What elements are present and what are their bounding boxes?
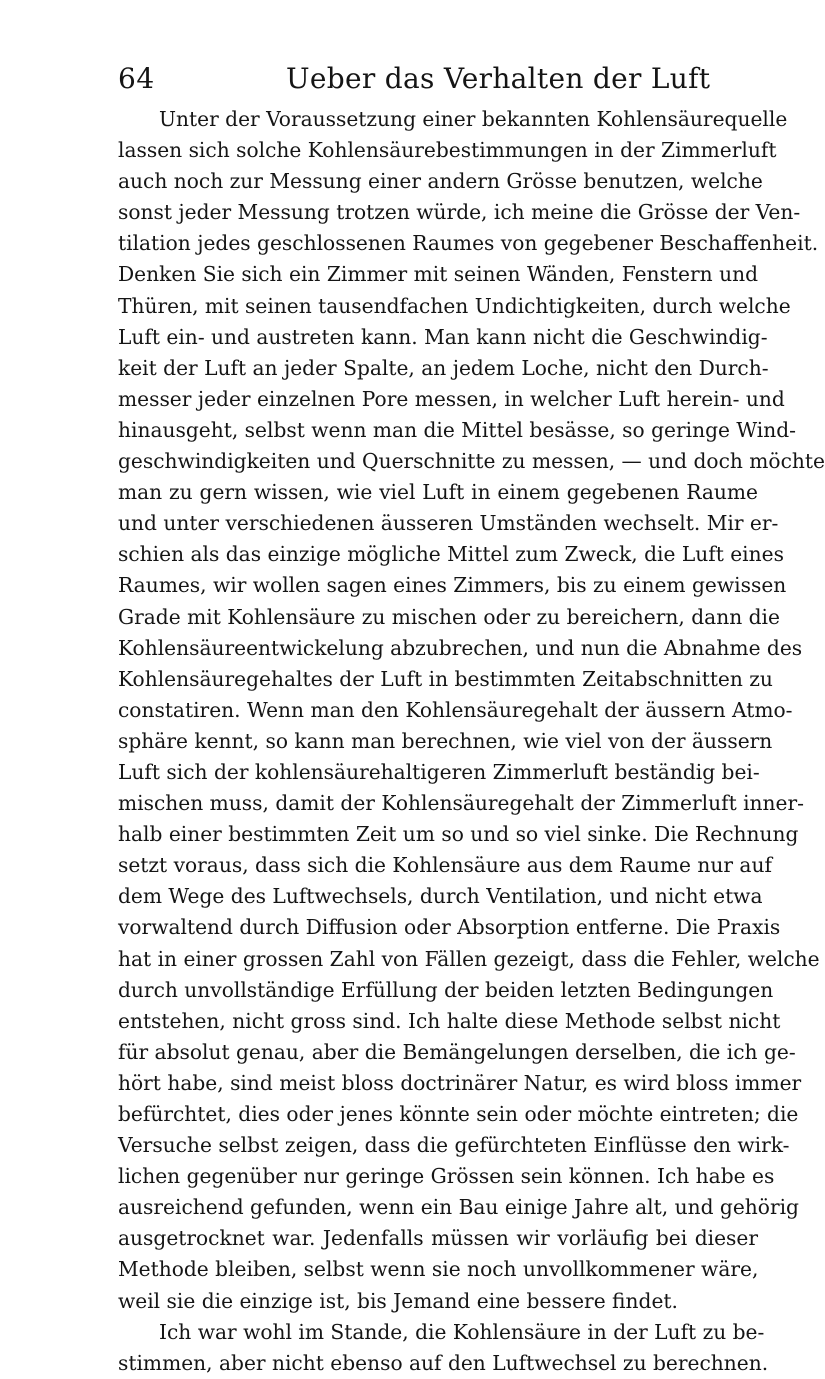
text-line: Kohlensäuregehaltes der Luft in bestimmten Zeitabschnitten zu: [118, 666, 773, 691]
page-header: [118, 62, 758, 96]
text-line: Ich war wohl im Stande, die Kohlensäure in der Luft zu be-: [159, 1319, 765, 1344]
text-line: für absolut genau, aber die Bemängelungen derselben, die ich ge-: [118, 1039, 796, 1064]
text-line: hinausgeht, selbst wenn man die Mittel besässe, so geringe Wind-: [118, 417, 796, 442]
running-title: Ueber das Verhalten der Luft: [286, 62, 711, 95]
text-line: setzt voraus, dass sich die Kohlensäure aus dem Raume nur auf: [118, 853, 772, 878]
text-line: Denken Sie sich ein Zimmer mit seinen Wänden, Fenstern und: [118, 262, 758, 287]
text-line: lichen gegenüber nur geringe Grössen sein können. Ich habe es: [118, 1164, 775, 1189]
text-line: geschwindigkeiten und Querschnitte zu messen, — und doch möchte: [118, 449, 825, 474]
text-line: durch unvollständige Erfüllung der beiden letzten Bedingungen: [118, 977, 774, 1002]
text-line: schien als das einzige mögliche Mittel zum Zweck, die Luft eines: [118, 542, 784, 567]
text-line: und unter verschiedenen äusseren Umständen wechselt. Mir er-: [118, 511, 779, 536]
text-line: Methode bleiben, selbst wenn sie noch unvollkommener wäre,: [118, 1257, 759, 1282]
text-line: ausreichend gefunden, wenn ein Bau einige Jahre alt, und gehörig: [118, 1195, 799, 1220]
text-line: auch noch zur Messung einer andern Grösse benutzen, welche: [118, 169, 763, 194]
text-line: dem Wege des Luftwechsels, durch Ventilation, und nicht etwa: [118, 884, 763, 909]
text-line: tilation jedes geschlossenen Raumes von gegebener Beschaffenheit.: [118, 231, 819, 256]
text-line: man zu gern wissen, wie viel Luft in einem gegebenen Raume: [118, 480, 758, 505]
text-line: Versuche selbst zeigen, dass die gefürchteten Einflüsse den wirk-: [118, 1133, 790, 1158]
text-line: hört habe, sind meist bloss doctrinärer Natur, es wird bloss immer: [118, 1070, 802, 1095]
text-line: Raumes, wir wollen sagen eines Zimmers, bis zu einem gewissen: [118, 573, 787, 598]
text-line: sonst jeder Messung trotzen würde, ich meine die Grösse der Ven-: [118, 200, 801, 225]
text-line: weil sie die einzige ist, bis Jemand eine bessere findet.: [118, 1288, 678, 1313]
page-number: 64: [118, 62, 155, 95]
text-line: entstehen, nicht gross sind. Ich halte diese Methode selbst nicht: [118, 1008, 781, 1033]
text-line: keit der Luft an jeder Spalte, an jedem Loche, nicht den Durch-: [118, 355, 769, 380]
text-line: Luft sich der kohlensäurehaltigeren Zimmerluft beständig bei-: [118, 759, 760, 784]
text-line: hat in einer grossen Zahl von Fällen gezeigt, dass die Fehler, welche: [118, 946, 820, 971]
body-text: [118, 104, 825, 1379]
text-line: stimmen, aber nicht ebenso auf den Luftwechsel zu berechnen.: [118, 1350, 769, 1375]
text-line: Thüren, mit seinen tausendfachen Undichtigkeiten, durch welche: [118, 293, 791, 318]
text-line: Luft ein- und austreten kann. Man kann nicht die Geschwindig-: [118, 324, 768, 349]
text-line: Unter der Voraussetzung einer bekannten Kohlensäurequelle: [159, 107, 788, 131]
text-line: lassen sich solche Kohlensäurebestimmungen in der Zimmerluft: [118, 138, 777, 163]
text-line: mischen muss, damit der Kohlensäuregehalt der Zimmerluft inner-: [118, 791, 804, 816]
text-line: halb einer bestimmten Zeit um so und so viel sinke. Die Rechnung: [118, 822, 799, 847]
text-line: ausgetrocknet war. Jedenfalls müssen wir vorläufig bei dieser: [118, 1226, 758, 1251]
text-line: messer jeder einzelnen Pore messen, in welcher Luft herein- und: [118, 386, 785, 411]
text-line: Kohlensäureentwickelung abzubrechen, und nun die Abnahme des: [118, 635, 803, 660]
text-line: constatiren. Wenn man den Kohlensäuregehalt der äussern Atmo-: [118, 697, 793, 722]
text-line: sphäre kennt, so kann man berechnen, wie viel von der äussern: [118, 728, 773, 753]
text-line: vorwaltend durch Diffusion oder Absorption entferne. Die Praxis: [118, 915, 781, 940]
text-line: befürchtet, dies oder jenes könnte sein oder möchte eintreten; die: [118, 1102, 799, 1126]
text-line: Grade mit Kohlensäure zu mischen oder zu bereichern, dann die: [118, 604, 780, 629]
